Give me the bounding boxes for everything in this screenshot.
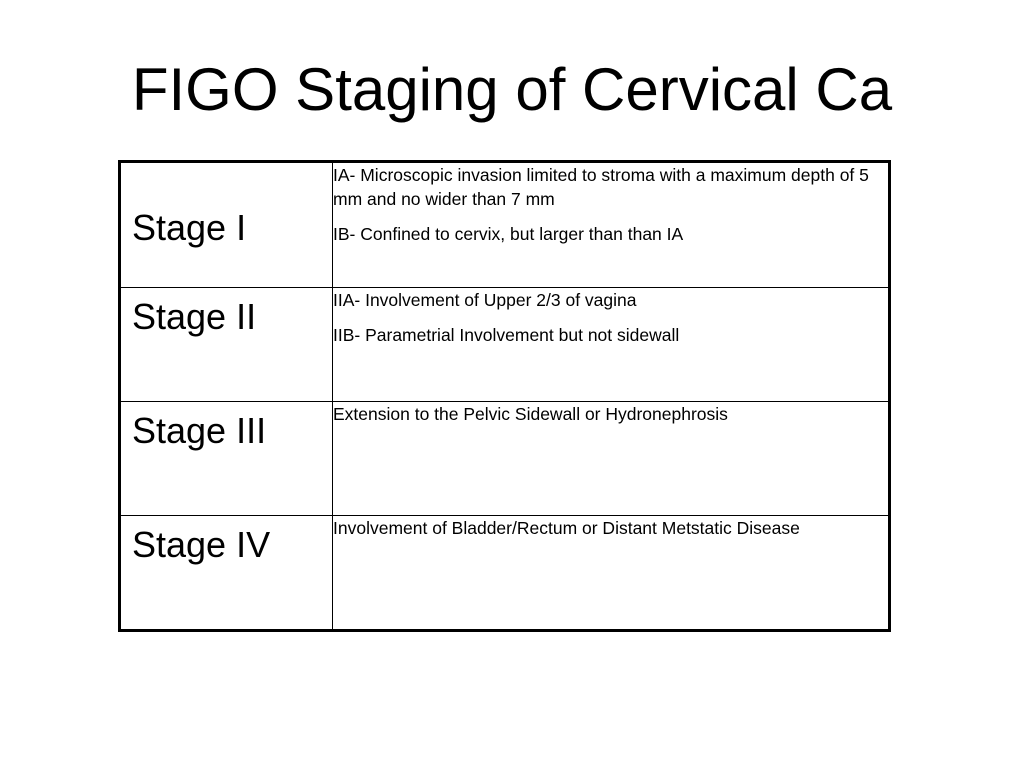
stage-label: Stage II xyxy=(132,296,257,337)
stage-label: Stage III xyxy=(132,410,267,451)
stage-description: IIA- Involvement of Upper 2/3 of vagina xyxy=(333,290,637,310)
stage-description: IA- Microscopic invasion limited to stroma with a maximum depth of 5 mm and no wider than 7 mm xyxy=(333,165,869,209)
stage-label: Stage IV xyxy=(132,524,271,565)
stage-cell xyxy=(120,288,333,402)
description-cell xyxy=(333,288,890,402)
description-cell xyxy=(333,162,890,288)
stage-description: Extension to the Pelvic Sidewall or Hydronephrosis xyxy=(333,404,728,424)
stage-cell xyxy=(120,162,333,288)
table-row xyxy=(120,402,890,516)
stage-description: IB- Confined to cervix, but larger than than IA xyxy=(333,224,684,244)
stage-description: Involvement of Bladder/Rectum or Distant Metstatic Disease xyxy=(333,518,800,538)
stage-cell xyxy=(120,516,333,631)
table-row xyxy=(120,288,890,402)
stage-label: Stage I xyxy=(132,207,247,248)
stage-cell xyxy=(120,402,333,516)
description-cell xyxy=(333,516,890,631)
stage-description: IIB- Parametrial Involvement but not sidewall xyxy=(333,325,680,345)
table-row xyxy=(120,516,890,631)
staging-table xyxy=(118,160,891,632)
table-row xyxy=(120,162,890,288)
description-cell xyxy=(333,402,890,516)
slide-title: FIGO Staging of Cervical Ca xyxy=(131,56,893,123)
